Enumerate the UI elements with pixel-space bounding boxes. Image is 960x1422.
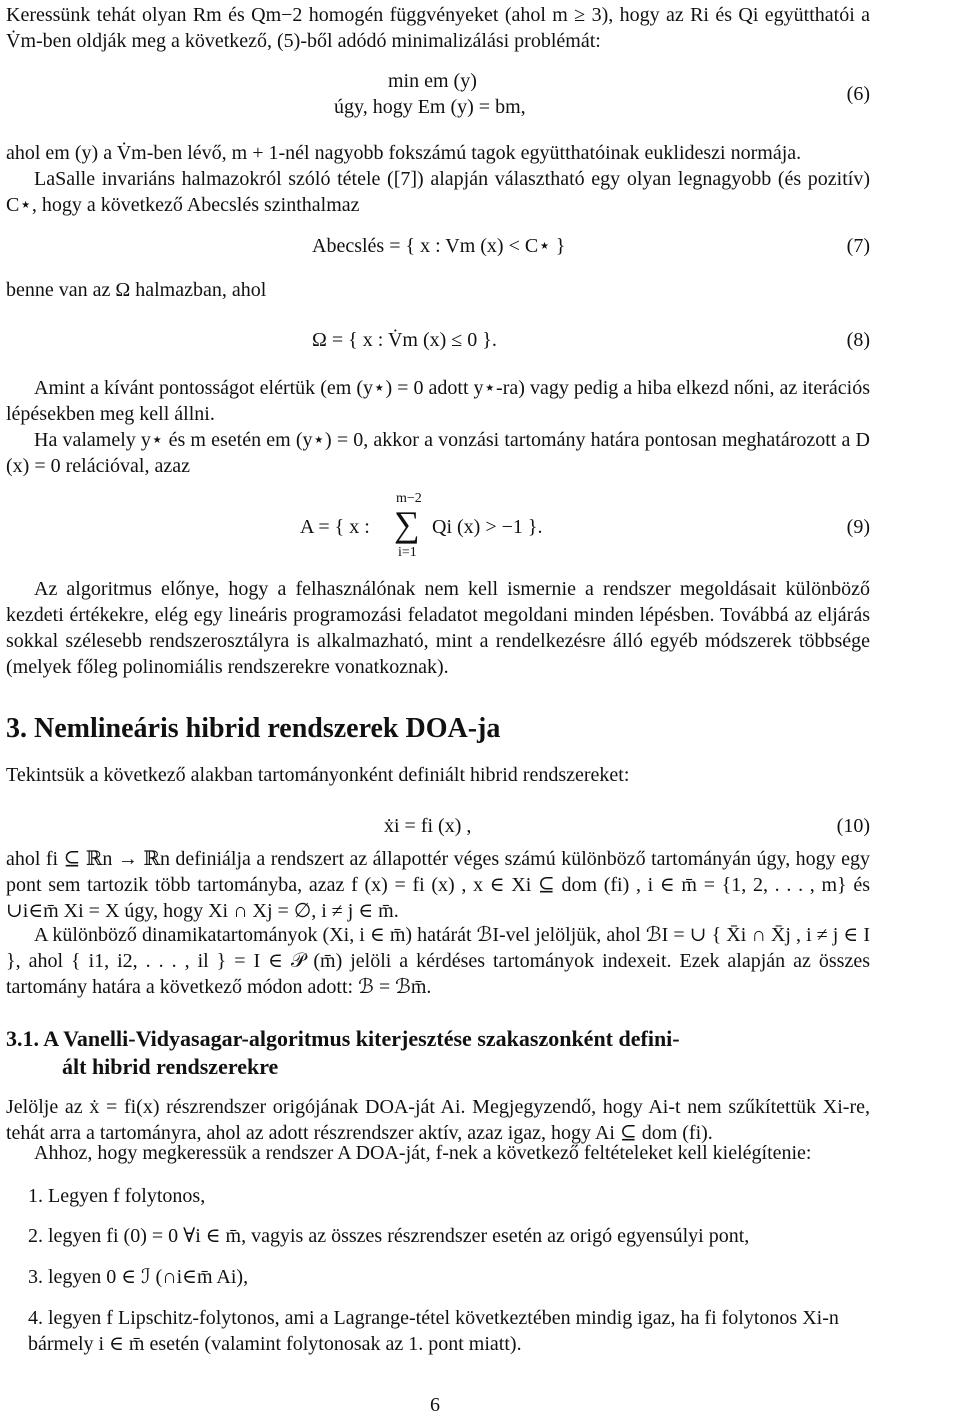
page-number: 6 [430,1394,440,1416]
equation-number: (9) [846,516,870,538]
paragraph: LaSalle invariáns halmazokról szóló tétele ([7]) alapján választható egy olyan legnagyobb (és pozitív) C⋆, hogy a következő Abecslés szinthalmaz [6,168,870,216]
subsection-heading-line1: 3.1. A Vanelli-Vidyasagar-algoritmus kiterjesztése szakaszonként defini- [6,1026,680,1051]
equation-8: Ω = { x : V̇m (x) ≤ 0 }. [312,329,497,351]
subsection-heading-line2: ált hibrid rendszerekre [62,1054,279,1079]
list-item: 2. legyen fi (0) = 0 ∀i ∈ m̄, vagyis az összes részrendszer esetén az origó egyensúlyi pont, [28,1225,750,1247]
paragraph: Tekintsük a következő alakban tartományonként definiált hibrid rendszereket: [6,764,630,786]
sum-upper-limit: m−2 [396,491,422,506]
list-item: 4. legyen f Lipschitz-folytonos, ami a Lagrange-tétel következtében mindig igaz, ha fi folytonos Xi-n bármely i ∈ m̄ esetén (valamint folytonosak az 1. pont miatt). [28,1307,839,1355]
paragraph: Ha valamely y⋆ és m esetén em (y⋆) = 0, akkor a vonzási tartomány határa pontosan meghatározott a D (x) = 0 relációval, azaz [6,429,870,477]
equation-6-line2: úgy, hogy Em (y) = bm, [334,96,526,118]
sum-symbol: ∑ [394,504,420,544]
equation-9-left: A = { x : [300,516,370,538]
paragraph: Keressünk tehát olyan Rm és Qm−2 homogén függvényeket (ahol m ≥ 3), hogy az Ri és Qi együtthatói a V̇m-ben oldják meg a következő, (5)-ből adódó minimalizálási problémát: [6,4,870,52]
paragraph: Jelölje az ẋ = fi(x) részrendszer origójának DOA-ját Ai. Megjegyzendő, hogy Ai-t nem szűkítettük Xi-re, tehát arra a tartományra, ahol az adott részrendszer aktív, azaz igaz, hogy Ai ⊆ dom (fi). [6,1096,870,1144]
equation-9-right: Qi (x) > −1 }. [432,516,543,538]
equation-number: (8) [846,329,870,351]
sum-lower-limit: i=1 [398,545,417,560]
list-item: 3. legyen 0 ∈ ℐ (∩i∈m̄ Ai), [28,1266,249,1288]
equation-number: (6) [846,83,870,105]
equation-7: Abecslés = { x : Vm (x) < C⋆ } [312,235,566,257]
equation-number: (10) [836,815,870,837]
list-item: 1. Legyen f folytonos, [28,1185,206,1207]
section-heading: 3. Nemlineáris hibrid rendszerek DOA-ja [6,713,501,744]
paragraph: A különböző dinamikatartományok (Xi, i ∈ m̄) határát ℬI-vel jelöljük, ahol ℬI = ∪ { X̄i ∩ X̄j , i ≠ j ∈ I }, ahol { i1, i2, . . . , il } = I ∈ 𝒫 (m̄) jelöli a kérdéses tartományok indexeit. Ezek alapján az összes tartomány határa a következő módon adott: ℬ = ℬm̄. [6,924,870,998]
paragraph: Ahhoz, hogy megkeressük a rendszer A DOA-ját, f-nek a következő feltételeket kell kielégítenie: [34,1142,812,1164]
paragraph: ahol em (y) a V̇m-ben lévő, m + 1-nél nagyobb fokszámú tagok együtthatóinak euklideszi normája. [6,142,802,164]
equation-number: (7) [846,235,870,257]
paragraph: Amint a kívánt pontosságot elértük (em (y⋆) = 0 adott y⋆-ra) vagy pedig a hiba elkezd nőni, az iterációs lépésekben meg kell állni. [6,377,870,425]
equation-6-line1: min em (y) [388,70,477,92]
equation-10: ẋi = fi (x) , [384,815,472,837]
paragraph: ahol fi ⊆ ℝn → ℝn definiálja a rendszert az állapottér véges számú különböző tartományán úgy, hogy egy pont sem tartozik több tartományba, azaz f (x) = fi (x) , x ∈ Xi ⊆ dom (fi) , i ∈ m̄ = {1, 2, . . . , m} és ∪i∈m̄ Xi = X úgy, hogy Xi ∩ Xj = ∅, i ≠ j ∈ m̄. [6,848,870,922]
paragraph: Az algoritmus előnye, hogy a felhasználónak nem kell ismernie a rendszer megoldásait különböző kezdeti értékekre, elég egy lineáris programozási feladatot megoldani minden lépésben. Továbbá az eljárás sokkal szélesebb rendszerosztályra is alkalmazható, mint a rendelkezésre álló egyéb módszerek többsége (melyek főleg polinomiális rendszerekre vonatkoznak). [6,578,870,678]
paragraph: benne van az Ω halmazban, ahol [6,279,267,301]
